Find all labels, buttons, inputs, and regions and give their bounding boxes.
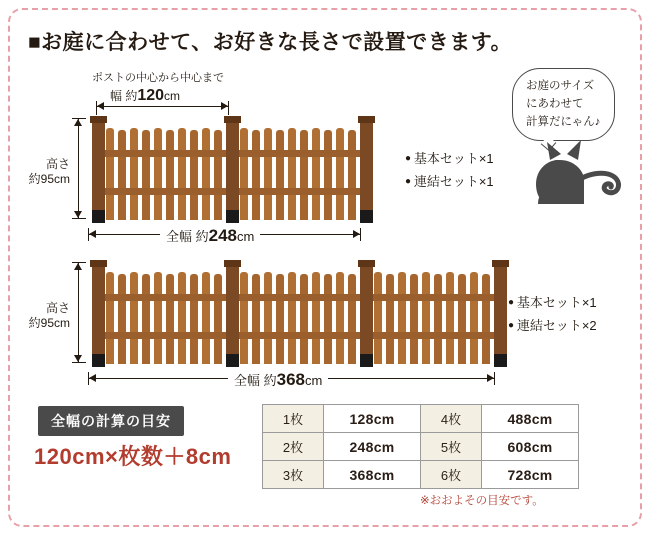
total-width-arrow-left-2-icon (89, 374, 96, 382)
height-label-1-line2: 約95cm (28, 172, 70, 186)
height-label-1 (22, 157, 70, 187)
page-title: ■お庭に合わせて、お好きな長さで設置できます。 (28, 31, 513, 54)
total-width-arrow-right-2-icon (487, 374, 494, 382)
span-arrow-left-icon (97, 102, 104, 110)
speech-bubble (512, 68, 615, 141)
fence-diagram-3-panels (88, 260, 508, 368)
height-label-2 (22, 301, 70, 331)
fence-diagram-2-panels (88, 116, 378, 224)
post-span-caption: ポストの中心から中心まで (92, 72, 224, 84)
table-cell-left-key: 3枚 (263, 461, 324, 489)
span-arrow-right-icon (221, 102, 228, 110)
height-tick-bottom-2 (72, 362, 86, 363)
table-note: ※おおよその目安です。 (420, 495, 544, 507)
table-cell-right-key: 5枚 (421, 433, 482, 461)
height-label-1-line1: 高さ (45, 157, 70, 171)
height-label-2-line1: 高さ (45, 301, 70, 315)
table-cell-left-value: 248cm (324, 433, 421, 461)
set-list-1-item-1: ● 連結セット×1 (405, 171, 494, 194)
table-cell-right-key: 4枚 (421, 405, 482, 433)
cat-illustration-icon (520, 134, 630, 206)
height-tick-bottom-1 (72, 218, 86, 219)
set-list-2-item-0: ● 基本セット×1 (508, 292, 597, 315)
table-cell-left-value: 368cm (324, 461, 421, 489)
total-width-label-2: 全幅 約368cm (228, 369, 328, 390)
calc-heading: 全幅の計算の目安 (38, 406, 184, 436)
total-width-tick-right-1 (360, 228, 361, 241)
total-width-arrow-right-1-icon (353, 230, 360, 238)
total-width-label-1: 全幅 約248cm (160, 225, 260, 246)
height-arrow-up-2-icon (74, 263, 82, 270)
set-list-2 (508, 292, 597, 338)
bubble-line-3: 計算だにゃん♪ (526, 115, 601, 128)
height-measure-line-1 (78, 118, 79, 218)
set-list-1-item-0: ● 基本セット×1 (405, 148, 494, 171)
table-cell-right-value: 488cm (482, 405, 579, 433)
height-arrow-down-1-icon (74, 211, 82, 218)
table-cell-left-value: 128cm (324, 405, 421, 433)
calc-formula: 120cm×枚数＋8cm (34, 444, 232, 469)
table-cell-left-key: 2枚 (263, 433, 324, 461)
set-list-2-item-1: ● 連結セット×2 (508, 315, 597, 338)
table-row (263, 433, 579, 461)
height-label-2-line2: 約95cm (28, 316, 70, 330)
bubble-line-2: にあわせて (526, 97, 584, 110)
table-cell-right-value: 728cm (482, 461, 579, 489)
height-arrow-up-1-icon (74, 119, 82, 126)
total-width-arrow-left-1-icon (89, 230, 96, 238)
height-arrow-down-2-icon (74, 355, 82, 362)
table-row (263, 461, 579, 489)
table-cell-left-key: 1枚 (263, 405, 324, 433)
bubble-line-1: お庭のサイズ (526, 80, 595, 92)
set-list-1 (405, 148, 494, 194)
height-measure-line-2 (78, 262, 79, 362)
table-row (263, 405, 579, 433)
size-reference-table (262, 404, 579, 489)
table-cell-right-key: 6枚 (421, 461, 482, 489)
table-cell-right-value: 608cm (482, 433, 579, 461)
post-span-value: 幅 約120cm (110, 87, 181, 104)
total-width-tick-right-2 (494, 372, 495, 385)
span-measure-line (96, 106, 228, 107)
span-tick-right (228, 101, 229, 115)
